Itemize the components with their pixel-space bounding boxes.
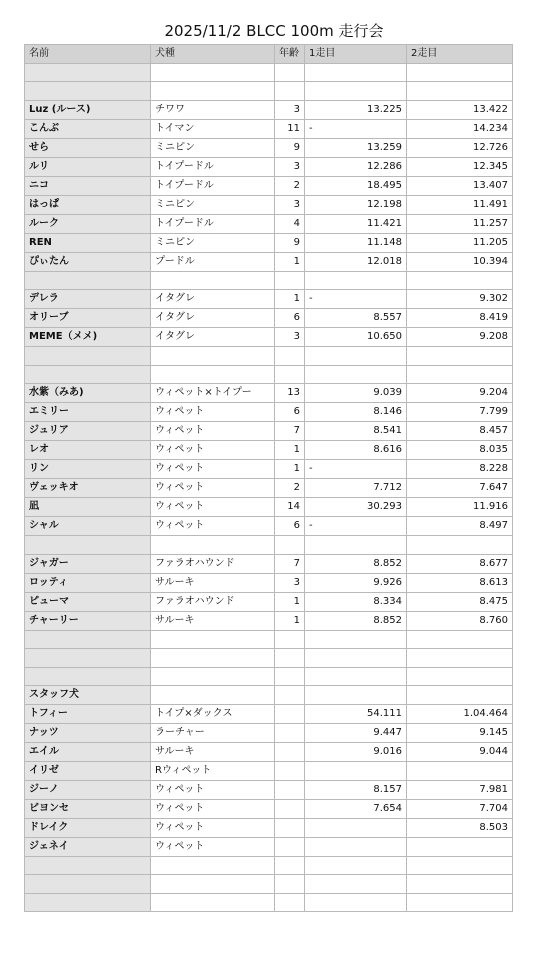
cell-name: ルーク <box>25 214 151 233</box>
cell-run2: 7.981 <box>407 780 513 799</box>
cell-run2: 8.457 <box>407 422 513 441</box>
cell-run2: 12.345 <box>407 157 513 176</box>
cell-run2: 10.394 <box>407 252 513 271</box>
table-row <box>25 64 513 82</box>
cell-age: 6 <box>275 517 305 536</box>
cell-run2: 13.407 <box>407 176 513 195</box>
cell-age: 1 <box>275 290 305 309</box>
cell-name <box>25 82 151 100</box>
cell-run1 <box>305 271 407 289</box>
cell-name: MEME（メメ) <box>25 328 151 347</box>
cell-breed: ウィペット <box>151 818 275 837</box>
table-row <box>25 214 513 233</box>
cell-run1 <box>305 649 407 667</box>
cell-age: 1 <box>275 592 305 611</box>
cell-name: こんぶ <box>25 119 151 138</box>
cell-age <box>275 536 305 554</box>
table-row <box>25 611 513 630</box>
header-age: 年齢 <box>275 45 305 64</box>
cell-breed: ファラオハウンド <box>151 554 275 573</box>
table-row <box>25 536 513 554</box>
cell-breed: ウィペット <box>151 479 275 498</box>
cell-run1: 11.421 <box>305 214 407 233</box>
cell-breed: ウィペット <box>151 460 275 479</box>
cell-run1 <box>305 875 407 893</box>
cell-run1: - <box>305 517 407 536</box>
cell-run2: 12.726 <box>407 138 513 157</box>
cell-age <box>275 780 305 799</box>
cell-age: 11 <box>275 119 305 138</box>
table-row <box>25 685 513 704</box>
table-row <box>25 441 513 460</box>
cell-name: 凪 <box>25 498 151 517</box>
cell-run1: 8.157 <box>305 780 407 799</box>
cell-age <box>275 856 305 874</box>
cell-age <box>275 761 305 780</box>
cell-run1: 8.146 <box>305 403 407 422</box>
cell-age: 7 <box>275 422 305 441</box>
cell-name: トフィー <box>25 704 151 723</box>
cell-run2 <box>407 837 513 856</box>
cell-breed <box>151 271 275 289</box>
cell-run2: 8.613 <box>407 573 513 592</box>
cell-age <box>275 742 305 761</box>
table-row <box>25 780 513 799</box>
cell-run2 <box>407 536 513 554</box>
cell-run1 <box>305 856 407 874</box>
cell-name: オリーブ <box>25 309 151 328</box>
cell-age: 7 <box>275 554 305 573</box>
cell-name: チャーリー <box>25 611 151 630</box>
cell-run1: 11.148 <box>305 233 407 252</box>
cell-age <box>275 818 305 837</box>
cell-breed: ラーチャー <box>151 723 275 742</box>
results-table <box>24 44 513 912</box>
cell-run2: 8.497 <box>407 517 513 536</box>
cell-run2: 11.205 <box>407 233 513 252</box>
cell-run2 <box>407 856 513 874</box>
table-row <box>25 233 513 252</box>
cell-run1: - <box>305 460 407 479</box>
cell-run2: 8.419 <box>407 309 513 328</box>
cell-age <box>275 64 305 82</box>
cell-age <box>275 82 305 100</box>
cell-run1 <box>305 365 407 383</box>
table-row <box>25 479 513 498</box>
cell-name: スタッフ犬 <box>25 685 151 704</box>
cell-breed: サルーキ <box>151 611 275 630</box>
table-row <box>25 818 513 837</box>
cell-name: イリゼ <box>25 761 151 780</box>
cell-age <box>275 875 305 893</box>
cell-run1: - <box>305 290 407 309</box>
table-row <box>25 573 513 592</box>
cell-run1 <box>305 630 407 648</box>
cell-name: リン <box>25 460 151 479</box>
cell-run1: 8.334 <box>305 592 407 611</box>
cell-run1 <box>305 685 407 704</box>
page-title: 2025/11/2 BLCC 100m 走行会 <box>164 22 384 40</box>
cell-age <box>275 347 305 365</box>
cell-breed: トイプードル <box>151 157 275 176</box>
cell-breed: イタグレ <box>151 309 275 328</box>
cell-breed <box>151 875 275 893</box>
cell-breed: ウィペット <box>151 498 275 517</box>
table-row <box>25 517 513 536</box>
cell-name: ドレイク <box>25 818 151 837</box>
cell-name: ジャガー <box>25 554 151 573</box>
cell-age: 9 <box>275 233 305 252</box>
cell-run2: 8.035 <box>407 441 513 460</box>
cell-age <box>275 667 305 685</box>
cell-name: ルリ <box>25 157 151 176</box>
cell-age: 3 <box>275 573 305 592</box>
table-row <box>25 195 513 214</box>
cell-run1: 7.712 <box>305 479 407 498</box>
cell-breed: ウィペット <box>151 780 275 799</box>
cell-run2: 7.799 <box>407 403 513 422</box>
cell-breed: チワワ <box>151 100 275 119</box>
cell-breed: ミニピン <box>151 138 275 157</box>
cell-name <box>25 536 151 554</box>
cell-breed: イタグレ <box>151 328 275 347</box>
cell-run1: 13.225 <box>305 100 407 119</box>
cell-name: ニコ <box>25 176 151 195</box>
cell-run2 <box>407 630 513 648</box>
table-row <box>25 290 513 309</box>
cell-breed: ウィペット×トイプー <box>151 384 275 403</box>
cell-run1: 12.286 <box>305 157 407 176</box>
cell-breed <box>151 685 275 704</box>
cell-run2: 7.704 <box>407 799 513 818</box>
cell-run2 <box>407 893 513 911</box>
cell-breed: イタグレ <box>151 290 275 309</box>
cell-breed <box>151 82 275 100</box>
cell-name: シャル <box>25 517 151 536</box>
table-row <box>25 498 513 517</box>
cell-breed <box>151 667 275 685</box>
cell-name <box>25 649 151 667</box>
cell-run2: 8.475 <box>407 592 513 611</box>
cell-name: エミリー <box>25 403 151 422</box>
cell-run1: 13.259 <box>305 138 407 157</box>
cell-age <box>275 271 305 289</box>
table-row <box>25 384 513 403</box>
cell-run2: 9.302 <box>407 290 513 309</box>
cell-breed <box>151 64 275 82</box>
cell-run1 <box>305 761 407 780</box>
cell-breed: ウィペット <box>151 422 275 441</box>
cell-age <box>275 893 305 911</box>
cell-age: 1 <box>275 441 305 460</box>
cell-name: はっぱ <box>25 195 151 214</box>
cell-age <box>275 837 305 856</box>
cell-breed: ミニピン <box>151 195 275 214</box>
cell-name: ぴぃたん <box>25 252 151 271</box>
cell-breed: トイプードル <box>151 176 275 195</box>
cell-run1: 18.495 <box>305 176 407 195</box>
cell-name <box>25 856 151 874</box>
cell-name: エイル <box>25 742 151 761</box>
table-row <box>25 157 513 176</box>
table-row <box>25 761 513 780</box>
cell-age: 1 <box>275 252 305 271</box>
table-row <box>25 592 513 611</box>
cell-breed: ウィペット <box>151 837 275 856</box>
cell-run1: 7.654 <box>305 799 407 818</box>
cell-name: REN <box>25 233 151 252</box>
cell-name <box>25 893 151 911</box>
cell-run2: 8.503 <box>407 818 513 837</box>
cell-age <box>275 704 305 723</box>
cell-name: ロッティ <box>25 573 151 592</box>
cell-run1 <box>305 64 407 82</box>
cell-run2 <box>407 761 513 780</box>
table-row <box>25 138 513 157</box>
cell-run1: - <box>305 119 407 138</box>
cell-age <box>275 365 305 383</box>
cell-age: 2 <box>275 176 305 195</box>
table-row <box>25 403 513 422</box>
cell-run2: 11.916 <box>407 498 513 517</box>
cell-run1: 8.557 <box>305 309 407 328</box>
cell-age <box>275 649 305 667</box>
table-row <box>25 704 513 723</box>
cell-run1 <box>305 818 407 837</box>
cell-name <box>25 630 151 648</box>
cell-name: ジュリア <box>25 422 151 441</box>
cell-name: ピューマ <box>25 592 151 611</box>
cell-run2: 1.04.464 <box>407 704 513 723</box>
cell-name: せら <box>25 138 151 157</box>
cell-run1: 12.018 <box>305 252 407 271</box>
cell-run2 <box>407 347 513 365</box>
table-row <box>25 100 513 119</box>
table-row <box>25 252 513 271</box>
table-row <box>25 742 513 761</box>
cell-run1: 9.016 <box>305 742 407 761</box>
cell-age: 14 <box>275 498 305 517</box>
table-row <box>25 347 513 365</box>
cell-breed: Rウィペット <box>151 761 275 780</box>
table-row <box>25 460 513 479</box>
cell-run1 <box>305 837 407 856</box>
cell-run1 <box>305 82 407 100</box>
cell-breed: ウィペット <box>151 441 275 460</box>
cell-run2 <box>407 875 513 893</box>
cell-breed: サルーキ <box>151 573 275 592</box>
cell-name: レオ <box>25 441 151 460</box>
cell-run2: 9.145 <box>407 723 513 742</box>
cell-run2 <box>407 365 513 383</box>
cell-run2: 13.422 <box>407 100 513 119</box>
table-row <box>25 799 513 818</box>
cell-name: ナッツ <box>25 723 151 742</box>
cell-name: ビヨンセ <box>25 799 151 818</box>
cell-run1: 12.198 <box>305 195 407 214</box>
cell-breed: トイプードル <box>151 214 275 233</box>
cell-run2: 8.760 <box>407 611 513 630</box>
cell-age: 1 <box>275 460 305 479</box>
cell-run2: 8.677 <box>407 554 513 573</box>
cell-age <box>275 685 305 704</box>
table-row <box>25 82 513 100</box>
cell-run1: 9.039 <box>305 384 407 403</box>
table-row <box>25 119 513 138</box>
cell-name <box>25 64 151 82</box>
table-body <box>25 64 513 912</box>
cell-run2: 11.257 <box>407 214 513 233</box>
cell-name: ヴェッキオ <box>25 479 151 498</box>
table-row <box>25 271 513 289</box>
cell-run1 <box>305 347 407 365</box>
cell-run1 <box>305 667 407 685</box>
cell-age: 3 <box>275 157 305 176</box>
header-name: 名前 <box>25 45 151 64</box>
header-run1: 1走目 <box>305 45 407 64</box>
header-run2: 2走目 <box>407 45 513 64</box>
cell-age: 6 <box>275 403 305 422</box>
cell-name: ジェネイ <box>25 837 151 856</box>
cell-run1: 8.852 <box>305 554 407 573</box>
cell-name: 水紫（みあ) <box>25 384 151 403</box>
cell-breed <box>151 630 275 648</box>
cell-breed <box>151 536 275 554</box>
header-breed: 犬種 <box>151 45 275 64</box>
cell-age: 6 <box>275 309 305 328</box>
cell-run2 <box>407 649 513 667</box>
cell-run2: 8.228 <box>407 460 513 479</box>
cell-run1 <box>305 893 407 911</box>
cell-run1: 54.111 <box>305 704 407 723</box>
table-row <box>25 893 513 911</box>
cell-breed: ミニピン <box>151 233 275 252</box>
table-row <box>25 875 513 893</box>
cell-breed: トイプ×ダックス <box>151 704 275 723</box>
cell-run1: 8.852 <box>305 611 407 630</box>
cell-breed <box>151 347 275 365</box>
cell-run1: 8.616 <box>305 441 407 460</box>
cell-run2: 9.204 <box>407 384 513 403</box>
cell-age: 2 <box>275 479 305 498</box>
cell-name <box>25 875 151 893</box>
cell-age: 3 <box>275 195 305 214</box>
cell-breed: トイマン <box>151 119 275 138</box>
cell-age: 3 <box>275 100 305 119</box>
table-row <box>25 723 513 742</box>
cell-run2: 9.044 <box>407 742 513 761</box>
table-row <box>25 856 513 874</box>
cell-name: ジーノ <box>25 780 151 799</box>
table-row <box>25 649 513 667</box>
table-row <box>25 667 513 685</box>
cell-breed <box>151 365 275 383</box>
cell-breed: ウィペット <box>151 799 275 818</box>
table-row <box>25 554 513 573</box>
cell-run2 <box>407 64 513 82</box>
cell-breed: ファラオハウンド <box>151 592 275 611</box>
cell-age: 9 <box>275 138 305 157</box>
cell-run1 <box>305 536 407 554</box>
cell-age: 4 <box>275 214 305 233</box>
cell-breed <box>151 649 275 667</box>
cell-breed <box>151 893 275 911</box>
cell-run2 <box>407 667 513 685</box>
table-row <box>25 328 513 347</box>
cell-breed: プードル <box>151 252 275 271</box>
cell-breed: ウィペット <box>151 403 275 422</box>
header-row <box>25 45 513 64</box>
table-row <box>25 365 513 383</box>
table-row <box>25 309 513 328</box>
cell-age <box>275 799 305 818</box>
cell-name <box>25 347 151 365</box>
cell-run2 <box>407 685 513 704</box>
table-row <box>25 176 513 195</box>
cell-run2: 9.208 <box>407 328 513 347</box>
cell-age <box>275 630 305 648</box>
cell-run1: 10.650 <box>305 328 407 347</box>
table-row <box>25 630 513 648</box>
cell-name <box>25 365 151 383</box>
cell-run2: 14.234 <box>407 119 513 138</box>
cell-age: 3 <box>275 328 305 347</box>
cell-run2 <box>407 82 513 100</box>
cell-run1: 30.293 <box>305 498 407 517</box>
cell-breed <box>151 856 275 874</box>
cell-run2 <box>407 271 513 289</box>
cell-age: 13 <box>275 384 305 403</box>
cell-name: Luz (ルース) <box>25 100 151 119</box>
cell-run1: 8.541 <box>305 422 407 441</box>
cell-name: デレラ <box>25 290 151 309</box>
cell-run1: 9.926 <box>305 573 407 592</box>
table-row <box>25 422 513 441</box>
cell-age: 1 <box>275 611 305 630</box>
cell-name <box>25 667 151 685</box>
cell-run1: 9.447 <box>305 723 407 742</box>
cell-breed: サルーキ <box>151 742 275 761</box>
cell-name <box>25 271 151 289</box>
cell-breed: ウィペット <box>151 517 275 536</box>
cell-run2: 11.491 <box>407 195 513 214</box>
cell-age <box>275 723 305 742</box>
cell-run2: 7.647 <box>407 479 513 498</box>
table-row <box>25 837 513 856</box>
